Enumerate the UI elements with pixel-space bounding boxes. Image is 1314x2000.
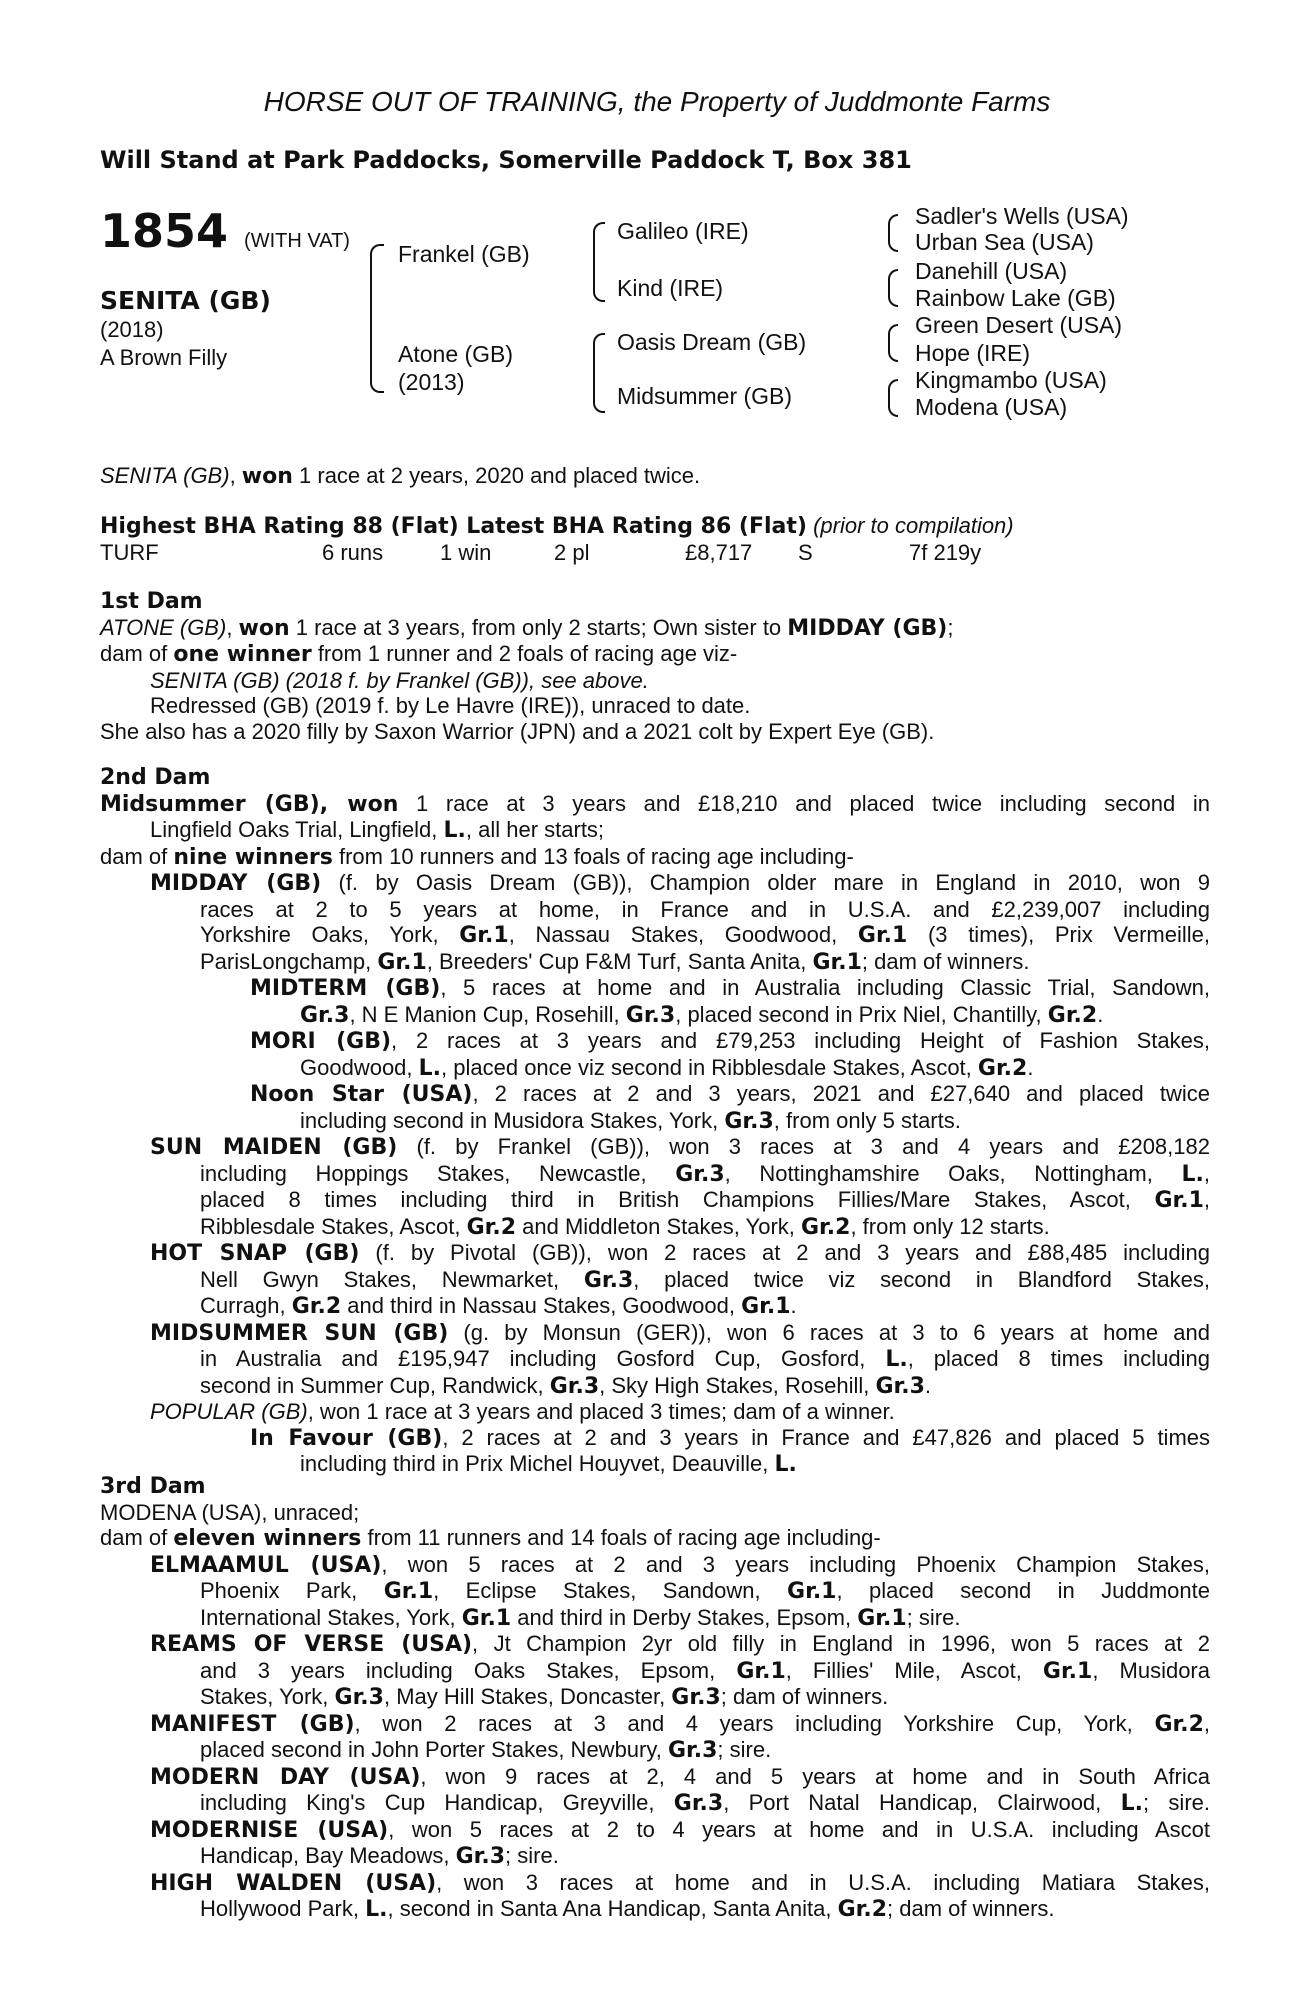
text-run: Gr.1 — [736, 1658, 786, 1684]
text-run: Gr.2 — [291, 1294, 342, 1319]
pedigree-bracket-g1 — [888, 214, 898, 252]
text-run: Gr.1 — [857, 1605, 907, 1631]
text-run: MODERNISE (USA) — [150, 1817, 389, 1843]
second-dam-text-line — [100, 1161, 1210, 1188]
pedigree-g2: Urban Sea (USA) — [915, 229, 1094, 255]
text-run: , Port Natal Handicap, Clairwood, — [723, 1790, 1121, 1815]
text-run: Yorkshire Oaks, York, — [200, 922, 460, 947]
third-dam-text-line — [100, 1631, 1210, 1658]
text-run: MORI (GB) — [250, 1029, 392, 1054]
pedigree-g6: Hope (IRE) — [915, 340, 1031, 366]
text-run: MODERN DAY (USA) — [150, 1764, 421, 1790]
turf-record — [100, 540, 1210, 566]
pedigree-dam: Atone (GB) — [398, 341, 514, 367]
second-dam-text-line — [100, 975, 1210, 1002]
second-dam-text-line — [100, 1134, 1210, 1161]
second-dam-text-line — [100, 1293, 1210, 1320]
text-run: Gr.2 — [466, 1214, 517, 1240]
text-run: , second in Santa Ana Handicap, Santa Anita, — [387, 1896, 838, 1921]
text-run: , won 2 races at 3 and 4 years including Yorkshire Cup, York, — [354, 1710, 1155, 1736]
text-run: Gr.1 — [459, 923, 509, 948]
text-run: , placed 8 times including — [907, 1346, 1211, 1371]
text-run: placed second in John Porter Stakes, Newbury, — [200, 1737, 668, 1762]
second-dam-text-line — [100, 1187, 1210, 1214]
text-run: Midsummer (GB) — [100, 791, 320, 817]
text-run: , placed second in Prix Niel, Chantilly, — [675, 1001, 1048, 1027]
rating-note: (prior to compilation) — [813, 513, 1014, 538]
text-run: ; sire. — [906, 1604, 961, 1630]
text-run: Lingfield Oaks Trial, Lingfield, — [150, 817, 444, 842]
text-run: dam of — [100, 843, 174, 869]
stand-location: Will Stand at Park Paddocks, Somerville Paddock T, Box 381 — [100, 146, 912, 174]
text-run: Gr.1 — [1042, 1658, 1093, 1684]
third-dam-text-line — [100, 1552, 1210, 1579]
turf-wins: 1 win — [440, 539, 492, 565]
turf-label: TURF — [100, 539, 159, 565]
text-run: Gr.2 — [801, 1214, 851, 1240]
second-dam-lines — [100, 791, 1210, 1478]
pedigree-dam-year: (2013) — [398, 369, 465, 395]
turf-distance: 7f 219y — [909, 539, 982, 565]
text-run: Gr.3 — [583, 1267, 634, 1293]
second-dam-text-line — [100, 1425, 1210, 1452]
text-run: in Australia and £195,947 including Gosford Cup, Gosford, — [200, 1346, 886, 1371]
text-run: , Musidora — [1092, 1657, 1210, 1683]
text-run: and third in Derby Stakes, Epsom, — [511, 1604, 858, 1630]
text-run: including third in Prix Michel Houyvet, Deauville, — [300, 1451, 775, 1476]
text-run: , — [1203, 1187, 1210, 1212]
text-run: from 10 runners and 13 foals of racing age including- — [332, 843, 854, 869]
text-run: Gr.1 — [383, 1579, 434, 1604]
text-run: , 5 races at home and in Australia including Classic Trial, Sandown, — [440, 975, 1211, 1000]
text-run: Gr.3 — [724, 1108, 774, 1134]
second-dam-text-line — [100, 1055, 1210, 1082]
text-run: Gr.1 — [812, 949, 862, 975]
pedigree-sire-sire: Galileo (IRE) — [617, 218, 749, 244]
pedigree-g3: Danehill (USA) — [915, 258, 1068, 284]
pedigree-g8: Modena (USA) — [915, 394, 1068, 420]
second-dam-text-line — [100, 1373, 1210, 1400]
text-run: , all her starts; — [465, 817, 605, 842]
second-dam-text-line — [100, 870, 1210, 897]
second-dam-text-line — [100, 791, 1210, 818]
second-dam-section — [100, 765, 1210, 1478]
text-run: MODENA (USA), unraced; — [100, 1499, 360, 1525]
text-run: , from only 12 starts. — [850, 1213, 1050, 1239]
text-run: , 2 races at 3 years and £79,253 including Height of Fashion Stakes, — [391, 1028, 1210, 1053]
third-dam-text-line — [100, 1525, 1210, 1552]
third-dam-text-line — [100, 1605, 1210, 1632]
text-run: Gr.2 — [1154, 1711, 1204, 1737]
vat-label: (WITH VAT) — [244, 230, 350, 252]
text-run: ; dam of winners. — [720, 1684, 889, 1709]
text-run: Gr.3 — [875, 1373, 925, 1399]
text-run: . — [1027, 1054, 1034, 1080]
third-dam-text-line — [100, 1817, 1210, 1844]
text-run: Gr.1 — [461, 1605, 512, 1631]
second-dam-text-line — [100, 1320, 1210, 1347]
turf-going: S — [798, 539, 813, 565]
text-run: , — [1203, 1710, 1210, 1736]
text-run: , Sky High Stakes, Rosehill, — [599, 1372, 876, 1398]
text-run: , placed twice viz second in Blandford Stakes, — [633, 1266, 1210, 1292]
text-run: ; sire. — [505, 1843, 559, 1868]
third-dam-text-line — [100, 1896, 1210, 1923]
text-run: L. — [365, 1897, 388, 1922]
text-run: HOT SNAP (GB) — [150, 1241, 360, 1266]
first-dam-section — [100, 589, 1210, 744]
text-run: , Fillies' Mile, Ascot, — [785, 1657, 1043, 1683]
horse-description: A Brown Filly — [100, 345, 228, 370]
text-run: L. — [443, 818, 466, 843]
horse-name: SENITA (GB) — [100, 286, 271, 315]
pedigree-bracket-sire — [593, 222, 605, 302]
text-run: REAMS OF VERSE (USA) — [150, 1632, 473, 1657]
pedigree-sire-dam: Kind (IRE) — [617, 275, 724, 301]
text-run: ; dam of winners. — [861, 948, 1030, 974]
second-dam-text-line — [100, 1028, 1210, 1055]
text-run: including second in Musidora Stakes, York, — [300, 1107, 725, 1133]
text-run: , Eclipse Stakes, Sandown, — [433, 1578, 788, 1603]
text-run: In Favour (GB) — [250, 1425, 443, 1451]
text-run: Gr.3 — [625, 1002, 676, 1028]
text-run: 1 race at 3 years and £18,210 and placed twice including second in — [398, 790, 1210, 816]
pedigree-bracket-dam — [593, 333, 605, 413]
text-run: , from only 5 starts. — [773, 1107, 961, 1133]
third-dam-lines — [100, 1500, 1210, 1923]
text-run: including Hoppings Stakes, Newcastle, — [200, 1160, 676, 1186]
text-run: Gr.3 — [673, 1791, 724, 1816]
turf-runs: 6 runs — [322, 539, 384, 565]
second-dam-text-line — [100, 897, 1210, 923]
text-run: L. — [418, 1055, 442, 1081]
second-dam-text-line — [100, 1108, 1210, 1135]
text-run: MIDDAY (GB) — [150, 871, 322, 896]
summary-text: 1 race at 2 years, 2020 and placed twice. — [292, 463, 701, 488]
third-dam-section — [100, 1474, 1210, 1923]
text-run: Goodwood, — [300, 1054, 419, 1080]
text-run: SUN MAIDEN (GB) — [150, 1135, 398, 1160]
text-run: (3 times), Prix Vermeille, — [907, 922, 1210, 947]
pedigree-g7: Kingmambo (USA) — [915, 367, 1107, 393]
second-dam-text-line — [100, 1240, 1210, 1267]
text-run: Stakes, York, — [200, 1684, 335, 1709]
second-dam-text-line — [100, 817, 1210, 844]
text-run: (g. by Monsun (GER)), won 6 races at 3 to 6 years at home and — [448, 1319, 1210, 1345]
turf-earnings: £8,717 — [685, 539, 753, 565]
pedigree-bracket-g3 — [888, 324, 898, 362]
horse-year: (2018) — [100, 317, 164, 342]
text-run: L. — [774, 1452, 797, 1477]
text-run: HIGH WALDEN (USA) — [150, 1870, 437, 1896]
text-run: (f. by Pivotal (GB)), won 2 races at 2 and 3 years and £88,485 including — [359, 1240, 1210, 1265]
pedigree-sire: Frankel (GB) — [398, 241, 530, 267]
text-run: L. — [1181, 1161, 1204, 1187]
first-dam-note: She also has a 2020 filly by Saxon Warrior (JPN) and a 2021 colt by Expert Eye (GB). — [100, 718, 935, 744]
summary-won: won — [241, 464, 293, 489]
third-dam-text-line — [100, 1711, 1210, 1738]
text-run: from 11 runners and 14 foals of racing age including- — [361, 1525, 881, 1550]
text-run: Noon Star (USA) — [250, 1082, 473, 1107]
first-dam-foal-1: SENITA (GB) (2018 f. by Frankel (GB)), see above. — [150, 667, 649, 693]
text-run: and Middleton Stakes, York, — [516, 1213, 801, 1239]
text-run: Gr.1 — [857, 923, 908, 948]
text-run: Gr.1 — [377, 949, 427, 975]
text-run: (f. by Oasis Dream (GB)), Champion older mare in England in 2010, won 9 — [321, 870, 1210, 895]
first-dam-line: ATONE (GB), won 1 race at 3 years, from only 2 starts; Own sister to MIDDAY (GB); — [100, 614, 954, 641]
text-run: Gr.3 — [300, 1002, 350, 1028]
third-dam-text-line — [100, 1843, 1210, 1870]
text-run: , won 9 races at 2, 4 and 5 years at home and in South Africa — [420, 1763, 1210, 1789]
third-dam-text-line — [100, 1790, 1210, 1817]
text-run: (f. by Frankel (GB)), won 3 races at 3 and 4 years and £208,182 — [397, 1134, 1210, 1159]
text-run: Gr.3 — [671, 1685, 721, 1710]
text-run: , Nassau Stakes, Goodwood, — [508, 922, 858, 947]
text-run: races at 2 to 5 years at home, in France and in U.S.A. and £2,239,007 including — [200, 896, 1210, 922]
text-run: dam of — [100, 1525, 174, 1550]
page-title: HORSE OUT OF TRAINING, the Property of Juddmonte Farms — [263, 86, 1051, 117]
text-run: and third in Nassau Stakes, Goodwood, — [341, 1293, 742, 1318]
text-run: Gr.2 — [1047, 1002, 1098, 1028]
text-run: Gr.3 — [549, 1373, 600, 1399]
text-run: second in Summer Cup, Randwick, — [200, 1372, 550, 1398]
turf-placed: 2 pl — [554, 539, 590, 565]
second-dam-heading: 2nd Dam — [100, 765, 211, 790]
pedigree-g1: Sadler's Wells (USA) — [915, 203, 1129, 229]
text-run: Nell Gwyn Stakes, Newmarket, — [200, 1266, 584, 1292]
pedigree-dam-sire: Oasis Dream (GB) — [617, 329, 807, 355]
third-dam-text-line — [100, 1500, 1210, 1526]
second-dam-text-line — [100, 949, 1210, 976]
text-run: ; sire. — [1143, 1790, 1210, 1815]
second-dam-text-line — [100, 1267, 1210, 1294]
horse-info — [100, 316, 227, 372]
first-dam-name: ATONE (GB) — [100, 614, 227, 640]
text-run: , — [1203, 1160, 1210, 1186]
text-run: MANIFEST (GB) — [150, 1711, 355, 1737]
second-dam-text-line — [100, 844, 1210, 871]
text-run: , May Hill Stakes, Doncaster, — [383, 1684, 672, 1709]
text-run: Gr.3 — [455, 1844, 506, 1869]
text-run: eleven winners — [173, 1526, 362, 1551]
pedigree-bracket-g2 — [888, 269, 898, 307]
text-run: MIDSUMMER SUN (GB) — [150, 1320, 449, 1346]
text-run: . — [924, 1372, 932, 1398]
text-run: , placed once viz second in Ribblesdale Stakes, Ascot, — [441, 1054, 978, 1080]
text-run: , won 1 race at 3 years and placed 3 times; dam of a winner. — [307, 1399, 895, 1424]
lot-number — [100, 206, 350, 266]
third-dam-text-line — [100, 1764, 1210, 1791]
text-run: ; dam of winners. — [887, 1896, 1055, 1921]
text-run: L. — [1120, 1791, 1143, 1816]
text-run: POPULAR (GB) — [150, 1399, 308, 1424]
third-dam-text-line — [100, 1870, 1210, 1897]
first-dam-produce: dam of one winner from 1 runner and 2 foals of racing age viz- — [100, 641, 738, 667]
rating-text: Highest BHA Rating 88 (Flat) Latest BHA Rating 86 (Flat) — [100, 514, 807, 539]
text-run: Gr.1 — [741, 1294, 791, 1319]
third-dam-text-line — [100, 1578, 1210, 1605]
text-run: Curragh, — [200, 1293, 292, 1318]
text-run: , N E Manion Cup, Rosehill, — [349, 1001, 626, 1027]
text-run: , won 3 races at home and in U.S.A. including Matiara Stakes, — [436, 1869, 1210, 1895]
pedigree-g4: Rainbow Lake (GB) — [915, 285, 1116, 311]
text-run: , 2 races at 2 and 3 years in France and £47,826 and placed 5 times — [442, 1424, 1210, 1450]
summary-name: SENITA (GB) — [100, 463, 230, 488]
third-dam-text-line — [100, 1684, 1210, 1711]
text-run: Gr.3 — [667, 1738, 718, 1763]
text-run: , won 5 races at 2 and 3 years including Phoenix Champion Stakes, — [381, 1551, 1210, 1577]
text-run: Gr.2 — [977, 1055, 1028, 1081]
pedigree-bracket-main — [370, 244, 384, 393]
pedigree-bracket-g4 — [888, 379, 898, 417]
text-run: Handicap, Bay Meadows, — [200, 1843, 456, 1868]
text-run: ParisLongchamp, — [200, 948, 378, 974]
text-run: , won 5 races at 2 to 4 years at home and in U.S.A. including Ascot — [388, 1816, 1210, 1842]
second-dam-text-line — [100, 1399, 1210, 1425]
text-run: Gr.3 — [675, 1161, 725, 1187]
text-run: , Jt Champion 2yr old filly in England in 1996, won 5 races at 2 — [472, 1631, 1210, 1656]
text-run: Phoenix Park, — [200, 1578, 384, 1603]
text-run: nine winners — [173, 844, 333, 870]
text-run: MIDTERM (GB) — [250, 976, 441, 1001]
race-summary: SENITA (GB), won 1 race at 2 years, 2020 and placed twice. — [100, 463, 701, 489]
text-run: Gr.2 — [837, 1897, 888, 1922]
third-dam-text-line — [100, 1737, 1210, 1764]
text-run: . — [790, 1293, 797, 1318]
text-run: Gr.3 — [334, 1685, 384, 1710]
text-run: including King's Cup Handicap, Greyville, — [200, 1790, 674, 1815]
text-run: International Stakes, York, — [200, 1604, 462, 1630]
text-run: Ribblesdale Stakes, Ascot, — [200, 1213, 467, 1239]
text-run: and 3 years including Oaks Stakes, Epsom, — [200, 1657, 737, 1683]
second-dam-text-line — [100, 1081, 1210, 1108]
lot-number-value: 1854 — [100, 204, 229, 258]
text-run: , placed second in Juddmonte — [836, 1578, 1211, 1603]
text-run: placed 8 times including third in British Champions Fillies/Mare Stakes, Ascot, — [200, 1187, 1155, 1212]
first-dam-foal-2: Redressed (GB) (2019 f. by Le Havre (IRE)), unraced to date. — [150, 693, 751, 718]
second-dam-text-line — [100, 1002, 1210, 1029]
text-run: , Breeders' Cup F&M Turf, Santa Anita, — [426, 948, 813, 974]
third-dam-text-line — [100, 1658, 1210, 1685]
text-run: ; sire. — [717, 1737, 772, 1762]
text-run: Hollywood Park, — [200, 1896, 366, 1921]
text-run: L. — [885, 1347, 908, 1372]
text-run: , won — [319, 791, 399, 817]
second-dam-text-line — [100, 922, 1210, 949]
text-run: , 2 races at 2 and 3 years, 2021 and £27,640 and placed twice — [472, 1081, 1210, 1106]
text-run: Gr.1 — [1154, 1188, 1204, 1213]
third-dam-heading: 3rd Dam — [100, 1474, 206, 1499]
pedigree-dam-dam: Midsummer (GB) — [617, 383, 793, 409]
second-dam-text-line — [100, 1346, 1210, 1373]
text-run: ELMAAMUL (USA) — [150, 1552, 382, 1578]
text-run: , Nottinghamshire Oaks, Nottingham, — [724, 1160, 1182, 1186]
first-dam-heading: 1st Dam — [100, 589, 203, 614]
pedigree-g5: Green Desert (USA) — [915, 312, 1123, 338]
second-dam-text-line — [100, 1214, 1210, 1241]
rating-block — [100, 513, 1210, 566]
text-run: . — [1097, 1001, 1104, 1027]
text-run: Gr.1 — [787, 1579, 837, 1604]
